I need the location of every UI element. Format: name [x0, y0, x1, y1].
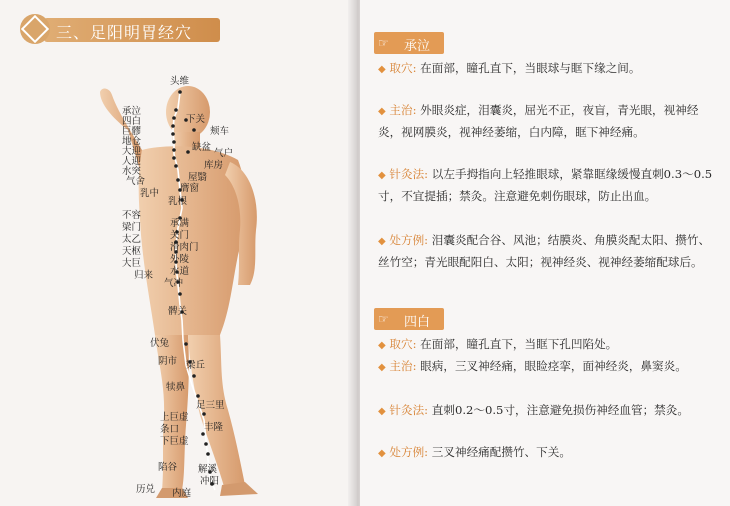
- point-prescription: ◆ 处方例: 泪囊炎配合谷、风池；结膜炎、角膜炎配太阳、攒竹、丝竹空；青光眼配阳白、太阳；视神经炎、视神经萎缩配球后。: [378, 233, 711, 269]
- point-label: 天枢: [122, 246, 142, 257]
- point-label: 丰隆: [204, 422, 224, 433]
- diamond-bullet-icon: ◆: [378, 236, 386, 247]
- point-location: ◆ 取穴: 在面部，瞳孔直下，当眼球与眶下缘之间。: [378, 61, 641, 75]
- pointing-hand-icon: ☞: [378, 312, 389, 326]
- point-heading-chengqi: [374, 32, 444, 54]
- point-label: 归来: [134, 270, 154, 281]
- point-label: 巨髎: [122, 126, 142, 137]
- point-label: 犊鼻: [166, 382, 186, 393]
- point-label: 下巨虚: [160, 436, 189, 447]
- point-label: 人迎: [122, 156, 142, 167]
- section-header: [20, 14, 220, 44]
- point-label: 气户: [214, 148, 234, 159]
- point-label: 历兑: [136, 484, 156, 495]
- point-label: 下关: [186, 114, 206, 125]
- point-label: 不容: [122, 210, 142, 221]
- point-label: 气舍: [126, 176, 146, 187]
- point-label: 梁丘: [186, 360, 206, 371]
- diamond-bullet-icon: ◆: [378, 106, 386, 117]
- right-page: [360, 0, 730, 506]
- point-label: 阴市: [158, 356, 178, 367]
- section-title: 三、足阳明胃经穴: [56, 23, 193, 42]
- left-page: [0, 0, 356, 506]
- point-label: 缺盆: [192, 142, 212, 153]
- point-label: 梁门: [122, 222, 142, 233]
- point-location: ◆ 取穴: 在面部，瞳孔直下，当眶下孔凹陷处。: [378, 337, 618, 351]
- point-technique: ◆ 针灸法: 直刺0.2～0.5寸，注意避免损伤神经血管；禁灸。: [378, 403, 689, 417]
- point-label: 头维: [170, 76, 190, 87]
- point-label: 上巨虚: [160, 412, 189, 423]
- section-ornament-icon: [20, 14, 50, 44]
- point-label: 大巨: [122, 258, 142, 269]
- point-label: 库房: [204, 160, 224, 171]
- point-label: 解溪: [198, 464, 218, 475]
- point-name: 四白: [404, 315, 431, 330]
- point-label: 外陵: [170, 254, 190, 265]
- diamond-bullet-icon: ◆: [378, 448, 386, 459]
- point-label: 髀关: [168, 306, 188, 317]
- point-name: 承泣: [404, 39, 431, 54]
- point-label: 大迎: [122, 146, 142, 157]
- point-label: 乳根: [168, 196, 188, 207]
- point-label: 地仓: [122, 136, 142, 147]
- point-label: 乳中: [140, 188, 160, 199]
- diamond-bullet-icon: ◆: [378, 170, 386, 181]
- point-label: 四白: [122, 116, 142, 127]
- point-indication: ◆ 主治: 外眼炎症，泪囊炎，屈光不正，夜盲，青光眼，视神经炎，视网膜炎，视神经萎缩，白内障，眶下神经痛。: [378, 103, 699, 139]
- point-prescription: ◆ 处方例: 三叉神经痛配攒竹、下关。: [378, 445, 571, 459]
- point-label: 水道: [170, 266, 190, 277]
- point-label: 伏兔: [150, 338, 170, 349]
- point-label: 关门: [170, 230, 190, 241]
- point-label: 承泣: [122, 106, 142, 117]
- point-label: 条口: [160, 424, 180, 435]
- point-indication: ◆ 主治: 眼病，三叉神经痛，眼睑痉挛，面神经炎，鼻窦炎。: [378, 359, 687, 373]
- point-label: 足三里: [196, 400, 225, 411]
- point-label: 水突: [122, 166, 142, 177]
- point-technique: ◆ 针灸法: 以左手拇指向上轻推眼球，紧靠眶缘缓慢直刺0.3～0.5寸，不宜提插；禁灸。注意避免刺伤眼球，防止出血。: [378, 167, 713, 203]
- diamond-bullet-icon: ◆: [378, 340, 386, 351]
- point-label: 承满: [170, 218, 190, 229]
- point-label: 陷谷: [158, 462, 178, 473]
- point-label: 太乙: [122, 234, 142, 245]
- point-label: 膺窗: [180, 183, 200, 194]
- pointing-hand-icon: ☞: [378, 36, 389, 50]
- point-label: 内庭: [172, 488, 192, 499]
- diamond-bullet-icon: ◆: [378, 362, 386, 373]
- diamond-bullet-icon: ◆: [378, 64, 386, 75]
- diamond-bullet-icon: ◆: [378, 406, 386, 417]
- point-label: 冲阳: [200, 476, 220, 487]
- point-label: 气冲: [164, 278, 184, 289]
- point-heading-sibai: [374, 308, 444, 330]
- point-label: 滑肉门: [170, 242, 199, 253]
- point-label: 颊车: [210, 126, 230, 137]
- point-label: 屋翳: [188, 172, 208, 183]
